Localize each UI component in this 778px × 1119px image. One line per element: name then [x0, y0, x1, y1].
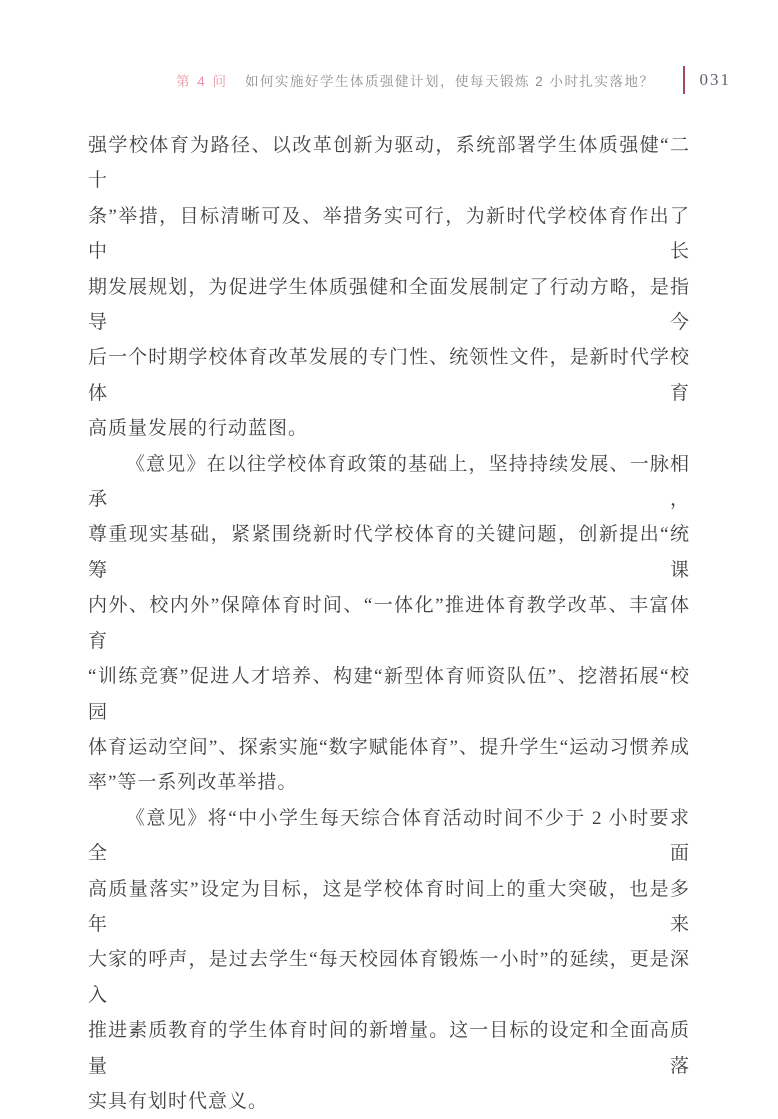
text-line: 《意见》将“中小学生每天综合体育活动时间不少于 2 小时要求全面: [88, 807, 690, 865]
chapter-label: 第 4 问: [175, 74, 228, 89]
text-line: 推进素质教育的学生体育时间的新增量。这一目标的设定和全面高质量落: [88, 1020, 690, 1077]
text-line: 大家的呼声，是过去学生“每天校园体育锻炼一小时”的延续，更是深入: [88, 949, 690, 1006]
text-line: 体育运动空间”、探索实施“数字赋能体育”、提升学生“运动习惯养成: [88, 736, 690, 758]
text-line: 条”举措，目标清晰可及、举措务实可行，为新时代学校体育作出了中长: [88, 205, 690, 263]
text-line: 高质量落实”设定为目标，这是学校体育时间上的重大突破，也是多年来: [88, 878, 690, 935]
page-number: 031: [699, 70, 731, 89]
text-line: “训练竞赛”促进人才培养、构建“新型体育师资队伍”、挖潜拓展“校园: [88, 666, 690, 723]
paragraph: [88, 447, 690, 801]
text-line: 后一个时期学校体育改革发展的专门性、统领性文件，是新时代学校体育: [88, 347, 690, 404]
text-line: 实具有划时代意义。: [88, 1090, 269, 1112]
header-divider-rule: [683, 66, 685, 94]
text-line: 强学校体育为路径、以改革创新为驱动，系统部署学生体质强健“二十: [88, 135, 690, 192]
paragraph: [88, 801, 690, 1119]
paragraph: [88, 128, 690, 447]
running-header: [176, 64, 731, 96]
text-line: 率”等一系列改革举措。: [88, 772, 298, 794]
text-line: 《意见》在以往学校体育政策的基础上，坚持持续发展、一脉相承，: [88, 453, 690, 511]
text-line: 高质量发展的行动蓝图。: [88, 418, 309, 440]
text-line: 期发展规划，为促进学生体质强健和全面发展制定了行动方略，是指导今: [88, 276, 690, 334]
text-line: 内外、校内外”保障体育时间、“一体化”推进体育教学改革、丰富体育: [88, 595, 690, 652]
body-text: [88, 128, 690, 1119]
running-head-title: 如何实施好学生体质强健计划，使每天锻炼 2 小时扎实落地？: [244, 74, 655, 89]
text-line: 尊重现实基础，紧紧围绕新时代学校体育的关键问题，创新提出“统筹课: [88, 524, 690, 581]
